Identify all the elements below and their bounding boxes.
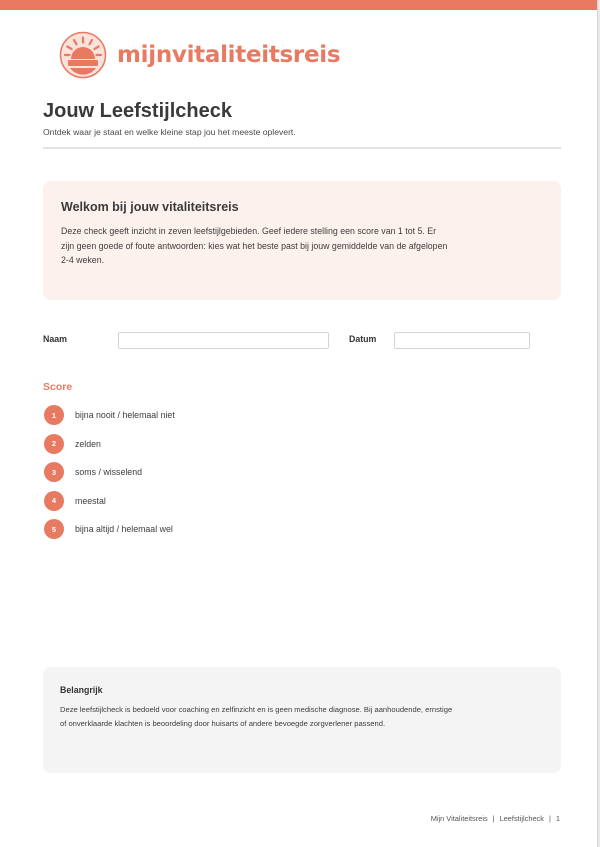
score-item [44,462,175,482]
score-item [44,434,175,454]
footer-brand: Mijn Vitaliteitsreis [430,814,488,823]
disclaimer-card [43,667,561,773]
footer-separator: | [492,814,495,823]
score-number-badge: 4 [44,491,64,511]
header-divider [43,147,561,149]
page-title: Jouw Leefstijlcheck [43,100,232,122]
score-label: soms / wisselend [75,467,142,477]
brand-wordmark: mijnvitaliteitsreis [117,42,341,68]
name-label: Naam [43,334,67,344]
footer-separator: | [548,814,551,823]
score-label: meestal [75,495,106,506]
page-footer [431,814,560,823]
score-label: zelden [75,438,101,449]
welcome-card [43,181,561,300]
welcome-text: Deze check geeft inzicht in zeven leefstijlgebieden. Geef iedere stelling een score van 1 tot 5. Er zijn geen goede of foute antwoorden: kies wat het beste past bij jouw gemiddelde van de afgelopen 2-4 weken. [61,226,448,265]
score-number-badge: 1 [44,405,64,425]
footer-document: Leefstijlcheck [499,814,544,823]
sunrise-logo-icon [59,31,107,79]
score-number-badge: 5 [44,519,64,539]
score-label: bijna nooit / helemaal niet [75,410,175,420]
date-label: Datum [349,334,377,344]
welcome-heading: Welkom bij jouw vitaliteitsreis [61,200,239,214]
disclaimer-text: Deze leefstijlcheck is bedoeld voor coaching en zelfinzicht en is geen medische diagnose. Bij aanhoudende, ernstige of onverklaarde klachten is beoordeling door huisarts of andere bevoegde zorgverlener passend. [60,705,453,728]
score-number-badge: 2 [44,434,64,454]
page-number: 1 [555,814,560,823]
score-heading: Score [43,381,73,393]
name-field[interactable] [118,332,329,349]
top-accent-bar [0,0,597,10]
score-number-badge: 3 [44,462,64,482]
disclaimer-heading: Belangrijk [60,685,103,695]
score-legend [44,405,175,548]
page-subtitle: Ontdek waar je staat en welke kleine stap jou het meeste oplevert. [43,127,296,137]
brand-logo [59,31,340,79]
score-item [44,491,175,511]
date-field[interactable] [394,332,530,349]
score-item [44,519,175,539]
score-item [44,405,175,425]
score-label: bijna altijd / helemaal wel [75,524,173,534]
